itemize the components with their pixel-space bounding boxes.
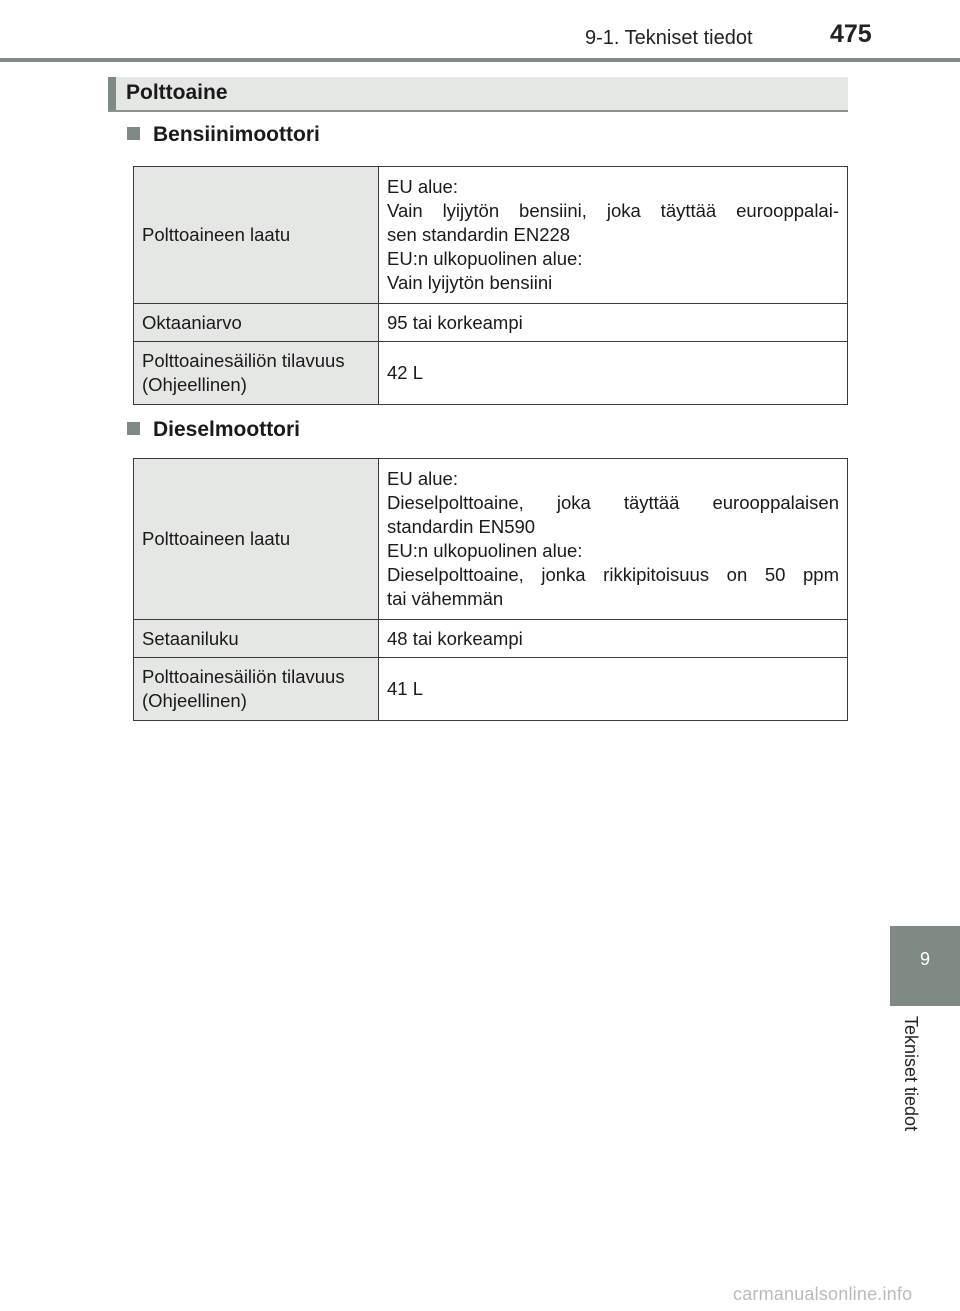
label-line: Oktaaniarvo	[142, 311, 242, 333]
table-row	[134, 167, 848, 304]
table-cell-value	[379, 304, 848, 342]
table-cell-value	[379, 658, 848, 721]
value-line: EU alue:	[387, 468, 458, 489]
chapter-tab	[890, 926, 960, 1006]
value-line: EU alue:	[387, 176, 458, 197]
table-cell-label	[134, 658, 379, 721]
page-number: 475	[830, 20, 872, 48]
table-row	[134, 620, 848, 658]
chapter-number: 9	[919, 949, 930, 969]
chapter-label: Tekniset tiedot	[901, 1016, 921, 1132]
petrol-heading	[127, 123, 320, 147]
value-line: 95 tai korkeampi	[387, 311, 523, 333]
label-line: Polttoaineen laatu	[142, 528, 291, 549]
heading-square-icon	[127, 422, 140, 435]
table-cell-label	[134, 167, 379, 304]
label-line: Polttoainesäiliön tilavuus	[142, 666, 345, 687]
table-row	[134, 304, 848, 342]
diesel-heading-text: Dieselmoottori	[153, 418, 301, 441]
value-line: Dieselpolttoaine, joka täyttää eurooppalaisen	[387, 492, 839, 513]
value-line: EU:n ulkopuolinen alue:	[387, 540, 583, 561]
value-line: 42 L	[387, 362, 424, 383]
section-title: Polttoaine	[126, 81, 228, 104]
watermark: carmanualsonline.info	[733, 1284, 913, 1304]
petrol-heading-text: Bensiinimoottori	[153, 123, 320, 146]
value-line: standardin EN590	[387, 516, 536, 537]
value-line: sen standardin EN228	[387, 224, 571, 245]
value-line: Dieselpolttoaine, jonka rikkipitoisuus on 50 ppm	[387, 564, 839, 585]
value-line: tai vähemmän	[387, 588, 504, 609]
heading-square-icon	[127, 127, 140, 140]
value-line: Vain lyijytön bensiini	[387, 272, 553, 293]
table-cell-value	[379, 342, 848, 405]
table-cell-value	[379, 167, 848, 304]
table-cell-label	[134, 342, 379, 405]
value-line: Vain lyijytön bensiini, joka täyttää eurooppalai-	[387, 200, 839, 221]
table-cell-label	[134, 459, 379, 620]
petrol-spec-table	[133, 166, 848, 405]
label-line: Setaaniluku	[142, 627, 239, 649]
diesel-heading	[127, 418, 300, 442]
table-cell-label	[134, 304, 379, 342]
table-cell-value	[379, 620, 848, 658]
table-row	[134, 342, 848, 405]
running-header-section: 9-1. Tekniset tiedot	[585, 27, 753, 49]
label-line: Polttoaineen laatu	[142, 224, 291, 245]
label-line: (Ohjeellinen)	[142, 690, 247, 711]
table-cell-label	[134, 620, 379, 658]
label-line: (Ohjeellinen)	[142, 374, 247, 395]
table-cell-value	[379, 459, 848, 620]
diesel-spec-table	[133, 458, 848, 721]
value-line: 41 L	[387, 678, 424, 699]
section-title-bar	[108, 77, 848, 112]
value-line: EU:n ulkopuolinen alue:	[387, 248, 583, 269]
table-row	[134, 459, 848, 620]
header-rule	[0, 58, 960, 62]
section-accent	[108, 77, 116, 110]
table-row	[134, 658, 848, 721]
value-line: 48 tai korkeampi	[387, 627, 523, 649]
label-line: Polttoainesäiliön tilavuus	[142, 350, 345, 371]
